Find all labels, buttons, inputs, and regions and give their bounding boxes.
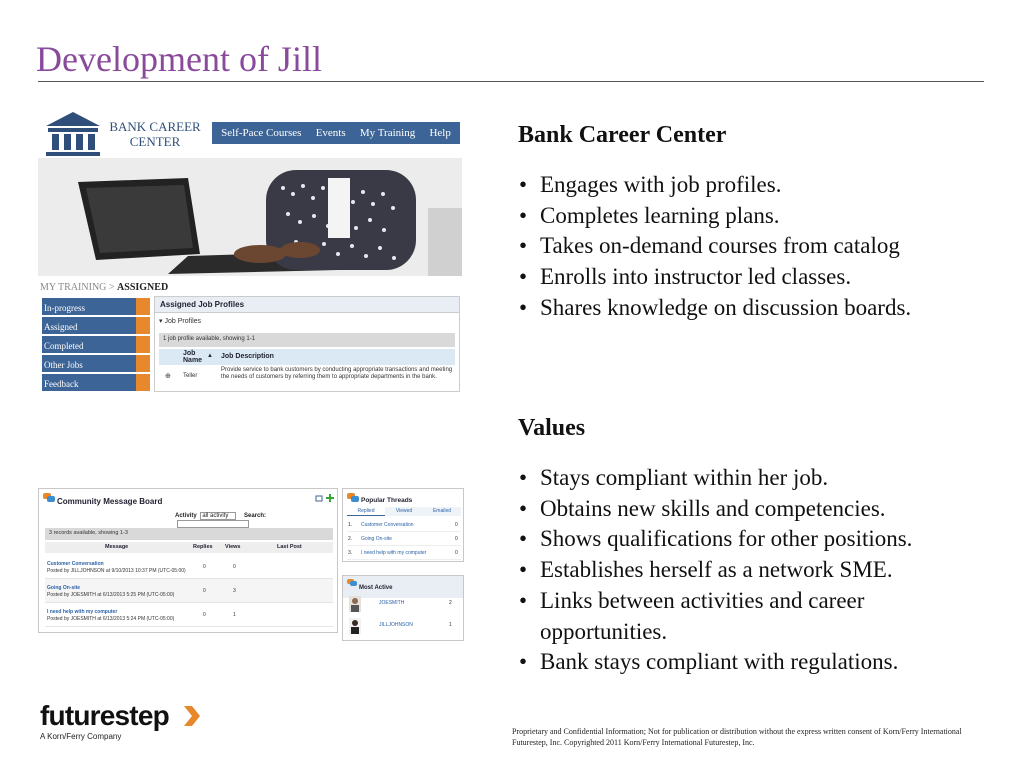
most-active-title: Most Active bbox=[359, 585, 393, 591]
nav-self-pace-courses[interactable]: Self-Pace Courses bbox=[221, 127, 302, 139]
nav-help[interactable]: Help bbox=[429, 127, 451, 139]
list-item: • Obtains new skills and competencies. bbox=[518, 494, 958, 525]
thread-count: 0 bbox=[455, 536, 458, 542]
popular-threads-tabs bbox=[347, 507, 461, 516]
popular-threads-panel bbox=[342, 488, 464, 562]
list-item: • Enrolls into instructor led classes. bbox=[518, 262, 1008, 293]
bank-name: BANK CAREER CENTER bbox=[109, 119, 201, 149]
bank-career-center-list bbox=[518, 170, 1008, 324]
thread-count: 0 bbox=[455, 550, 458, 556]
thread-link[interactable]: Customer Conversation bbox=[47, 561, 104, 567]
replies-count: 0 bbox=[203, 564, 206, 570]
sidenav-assigned[interactable]: Assigned bbox=[42, 317, 150, 334]
tab-viewed[interactable]: Viewed bbox=[385, 507, 423, 516]
post-count: 2 bbox=[449, 600, 452, 606]
slide-title: Development of Jill bbox=[36, 39, 322, 79]
list-item: • Takes on-demand courses from catalog bbox=[518, 231, 1008, 262]
bank-career-center-screenshot bbox=[38, 110, 462, 396]
post-meta: Posted by JILLJOHNSON at 9/10/2013 10:37 PM (UTC-05:00) bbox=[47, 568, 186, 574]
list-item: • Stays compliant within her job. bbox=[518, 463, 958, 494]
table-row bbox=[45, 579, 333, 603]
list-item: • Links between activities and career opportunities. bbox=[518, 586, 958, 647]
activity-label: Activity bbox=[175, 513, 197, 519]
rank: 3. bbox=[348, 550, 353, 556]
replies-count: 0 bbox=[203, 612, 206, 618]
thread-link[interactable]: I need help with my computer bbox=[361, 550, 427, 556]
sort-arrow-icon[interactable]: ▲ bbox=[207, 353, 213, 359]
section-heading-bank-career-center: Bank Career Center bbox=[518, 122, 727, 148]
section-heading-values: Values bbox=[518, 415, 586, 441]
rank: 1. bbox=[348, 522, 353, 528]
views-count: 0 bbox=[233, 564, 236, 570]
nav-events[interactable]: Events bbox=[315, 127, 346, 139]
logo-arrow-icon bbox=[182, 705, 202, 727]
list-item: • Bank stays compliant with regulations. bbox=[518, 647, 958, 678]
person-at-computer-illustration bbox=[38, 158, 462, 276]
thread-link[interactable]: Going On-site bbox=[361, 536, 392, 542]
bank-building-icon bbox=[42, 110, 104, 158]
most-active-panel bbox=[342, 575, 464, 641]
list-item: • Engages with job profiles. bbox=[518, 170, 1008, 201]
user-link[interactable]: JILLJOHNSON bbox=[379, 622, 413, 628]
activity-select[interactable]: all activity bbox=[200, 512, 236, 520]
hero-photo bbox=[38, 158, 462, 276]
thread-link[interactable]: I need help with my computer bbox=[47, 609, 118, 615]
column-replies: Replies bbox=[193, 544, 213, 550]
list-item bbox=[347, 616, 461, 636]
assigned-job-profiles-panel bbox=[154, 296, 460, 392]
sidenav-other-jobs[interactable]: Other Jobs bbox=[42, 355, 150, 372]
views-count: 3 bbox=[233, 588, 236, 594]
list-item: • Shows qualifications for other positions. bbox=[518, 524, 958, 555]
panel-title: Assigned Job Profiles bbox=[155, 297, 459, 313]
expand-icon[interactable]: ⊕ bbox=[165, 373, 171, 380]
futurestep-logo: futurestep bbox=[40, 700, 169, 731]
views-count: 1 bbox=[233, 612, 236, 618]
chat-bubbles-icon bbox=[43, 493, 55, 503]
board-title: Community Message Board bbox=[57, 497, 163, 506]
popular-threads-title: Popular Threads bbox=[361, 497, 413, 504]
thread-link[interactable]: Customer Conversation bbox=[361, 522, 414, 528]
column-last-post: Last Post bbox=[277, 544, 302, 550]
job-description-cell: Provide service to bank customers by conducting appropriate transactions and meeting the needs of customers by referring them to appropriate departments in the bank. bbox=[221, 367, 453, 380]
nav-my-training[interactable]: My Training bbox=[359, 127, 416, 139]
list-item bbox=[347, 594, 461, 614]
avatar bbox=[349, 618, 361, 634]
post-meta: Posted by JOESMITH at 6/13/2013 5:25 PM (UTC-05:00) bbox=[47, 592, 175, 598]
thread-count: 0 bbox=[455, 522, 458, 528]
legal-notice: Proprietary and Confidential Information; Not for publication or distribution without the express written consent of Korn/Ferry International Futurestep, Inc. Copyrighted 2011 Korn/Ferry International Futurestep, Inc. bbox=[512, 727, 962, 747]
table-header bbox=[45, 542, 333, 553]
search-input[interactable] bbox=[177, 520, 249, 528]
list-item bbox=[347, 532, 461, 546]
table-row bbox=[45, 555, 333, 579]
rank: 2. bbox=[348, 536, 353, 542]
board-filter bbox=[175, 512, 337, 528]
chat-bubbles-icon bbox=[347, 579, 357, 587]
sidenav-completed[interactable]: Completed bbox=[42, 336, 150, 353]
table-row bbox=[45, 603, 333, 627]
list-item bbox=[347, 546, 461, 560]
post-meta: Posted by JOESMITH at 6/13/2013 5:24 PM (UTC-05:00) bbox=[47, 616, 175, 622]
column-message: Message bbox=[105, 544, 129, 550]
list-item bbox=[347, 518, 461, 532]
record-count: 3 records available, showing 1-3 bbox=[45, 528, 333, 540]
bank-top-nav bbox=[212, 122, 460, 144]
values-list bbox=[518, 463, 958, 678]
sidenav-feedback[interactable]: Feedback bbox=[42, 374, 150, 391]
replies-count: 0 bbox=[203, 588, 206, 594]
search-label: Search: bbox=[244, 513, 267, 519]
user-link[interactable]: JOESMITH bbox=[379, 600, 405, 606]
table-header bbox=[159, 349, 455, 365]
list-item: • Establishes herself as a network SME. bbox=[518, 555, 958, 586]
chat-bubbles-icon bbox=[347, 493, 359, 503]
post-count: 1 bbox=[449, 622, 452, 628]
print-icon[interactable] bbox=[315, 494, 323, 502]
title-divider bbox=[38, 81, 984, 82]
avatar bbox=[349, 596, 361, 612]
record-count: 1 job profile available, showing 1-1 bbox=[159, 333, 455, 347]
list-item: • Shares knowledge on discussion boards. bbox=[518, 293, 1008, 324]
breadcrumb: MY TRAINING > ASSIGNED bbox=[40, 282, 169, 293]
column-job-description: Job Description bbox=[221, 353, 274, 360]
column-job-name[interactable]: Job Name bbox=[183, 350, 203, 364]
job-name-cell[interactable]: Teller bbox=[183, 373, 198, 379]
community-message-board-screenshot bbox=[38, 488, 338, 633]
list-item: • Completes learning plans. bbox=[518, 201, 1008, 232]
thread-link[interactable]: Going On-site bbox=[47, 585, 81, 591]
tab-emailed[interactable]: Emailed bbox=[423, 507, 461, 516]
add-icon[interactable] bbox=[326, 494, 334, 502]
logo-tagline: A Korn/Ferry Company bbox=[40, 732, 122, 741]
table-row bbox=[159, 367, 455, 387]
tab-replied[interactable]: Replied bbox=[347, 507, 385, 516]
column-views: Views bbox=[225, 544, 241, 550]
sidenav-in-progress[interactable]: In-progress bbox=[42, 298, 150, 315]
job-profiles-toggle[interactable]: ▾ Job Profiles bbox=[159, 318, 202, 325]
